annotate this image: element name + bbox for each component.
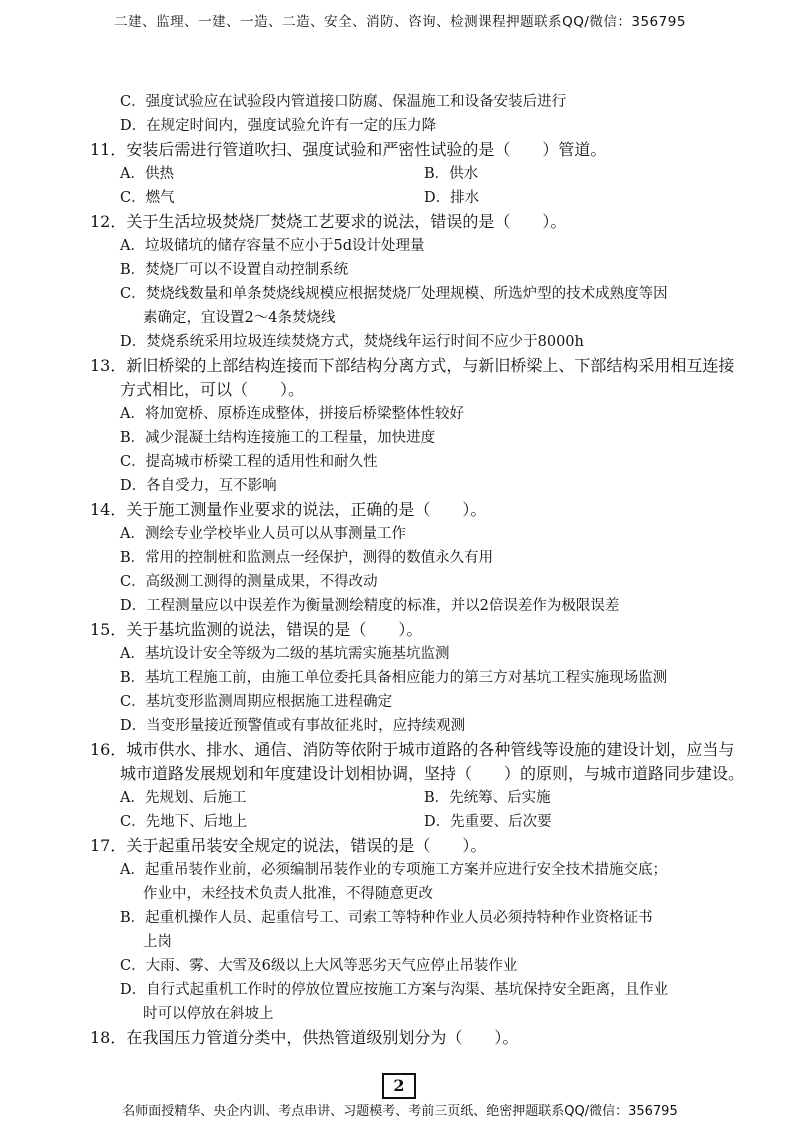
- question-text: 14．关于施工测量作业要求的说法，正确的是（ ）。: [90, 500, 487, 519]
- option-text: C．基坑变形监测周期应根据施工进程确定: [120, 694, 393, 710]
- option-text: A．将加宽桥、原桥连成整体，拼接后桥梁整体性较好: [120, 406, 464, 422]
- option-text: B．焚烧厂可以不设置自动控制系统: [120, 262, 349, 278]
- option-text: C．高级测工测得的测量成果，不得改动: [120, 574, 378, 590]
- option-text: A．垃圾储坑的储存容量不应小于5d设计处理量: [120, 238, 425, 254]
- option-text: D．自行式起重机工作时的停放位置应按施工方案与沟渠、基坑保持安全距离，且作业: [120, 982, 669, 998]
- option-text: D．在规定时间内，强度试验允许有一定的压力降: [120, 118, 437, 134]
- option-text: A．先规划、后施工: [120, 790, 247, 806]
- question-text: 方式相比，可以（ ）。: [120, 380, 305, 399]
- question-text: 11．安装后需进行管道吹扫、强度试验和严密性试验的是（ ）管道。: [90, 140, 607, 159]
- option-text: B．供水: [424, 166, 479, 182]
- page-header-banner: 二建、监理、一建、一造、二造、安全、消防、咨询、检测课程押题联系QQ/微信：356795: [114, 14, 686, 30]
- option-text: C．焚烧线数量和单条焚烧线规模应根据焚烧厂处理规模、所选炉型的技术成熟度等因: [120, 286, 668, 302]
- option-text: C．大雨、雾、大雪及6级以上大风等恶劣天气应停止吊装作业: [120, 958, 518, 974]
- option-text: B．起重机操作人员、起重信号工、司索工等特种作业人员必须持特种作业资格证书: [120, 910, 653, 926]
- option-text: D．焚烧系统采用垃圾连续焚烧方式，焚烧线年运行时间不应少于8000h: [120, 334, 584, 350]
- option-text: 作业中，未经技术负责人批准，不得随意更改: [143, 886, 433, 902]
- option-text: D．先重要、后次要: [424, 814, 552, 830]
- option-text: D．当变形量接近预警值或有事故征兆时，应持续观测: [120, 718, 466, 734]
- option-text: D．各自受力，互不影响: [120, 478, 277, 494]
- option-text: B．先统筹、后实施: [424, 790, 551, 806]
- option-text: 素确定，宜设置2～4条焚烧线: [143, 310, 336, 326]
- option-text: D．工程测量应以中误差作为衡量测绘精度的标准，并以2倍误差作为极限误差: [120, 598, 620, 614]
- option-text: A．起重吊装作业前，必须编制吊装作业的专项施工方案并应进行安全技术措施交底；: [120, 862, 667, 878]
- option-text: B．基坑工程施工前，由施工单位委托具备相应能力的第三方对基坑工程实施现场监测: [120, 670, 668, 686]
- option-text: C．燃气: [120, 190, 175, 206]
- question-text: 16．城市供水、排水、通信、消防等依附于城市道路的各种管线等设施的建设计划，应当与: [90, 740, 735, 759]
- question-text: 17．关于起重吊装安全规定的说法，错误的是（ ）。: [90, 836, 487, 855]
- option-text: A．测绘专业学校毕业人员可以从事测量工作: [120, 526, 406, 542]
- page-number: 2: [382, 1073, 416, 1099]
- question-text: 12．关于生活垃圾焚烧厂焚烧工艺要求的说法，错误的是（ ）。: [90, 212, 567, 231]
- option-text: 时可以停放在斜坡上: [143, 1006, 274, 1022]
- question-text: 18．在我国压力管道分类中，供热管道级别划分为（ ）。: [90, 1028, 519, 1047]
- option-text: C．强度试验应在试验段内管道接口防腐、保温施工和设备安装后进行: [120, 94, 567, 110]
- option-text: D．排水: [424, 190, 480, 206]
- option-text: A．供热: [120, 166, 174, 182]
- question-text: 13．新旧桥梁的上部结构连接而下部结构分离方式，与新旧桥梁上、下部结构采用相互连接: [90, 356, 735, 375]
- option-text: C．先地下、后地上: [120, 814, 248, 830]
- question-text: 15．关于基坑监测的说法，错误的是（ ）。: [90, 620, 423, 639]
- page-footer-banner: 名师面授精华、央企内训、考点串讲、习题模考、考前三页纸、绝密押题联系QQ/微信：356795: [122, 1104, 678, 1119]
- option-text: C．提高城市桥梁工程的适用性和耐久性: [120, 454, 378, 470]
- option-text: A．基坑设计安全等级为二级的基坑需实施基坑监测: [120, 646, 450, 662]
- option-text: B．减少混凝土结构连接施工的工程量，加快进度: [120, 430, 436, 446]
- option-text: B．常用的控制桩和监测点一经保护，测得的数值永久有用: [120, 550, 494, 566]
- option-text: 上岗: [143, 934, 172, 950]
- question-text: 城市道路发展规划和年度建设计划相协调，坚持（ ）的原则，与城市道路同步建设。: [120, 764, 745, 783]
